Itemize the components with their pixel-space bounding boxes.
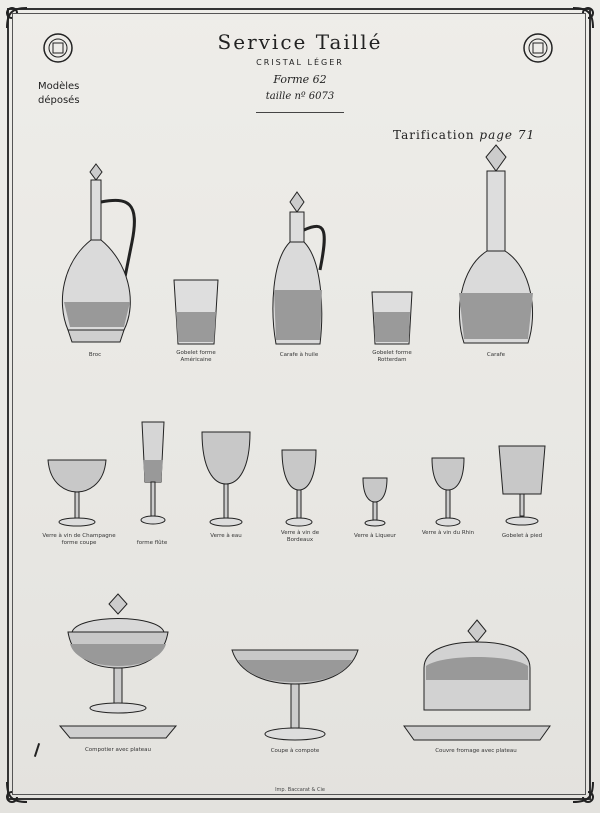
verre-liqueur-illustration — [361, 476, 389, 528]
models-note: Modèles déposés — [38, 81, 80, 106]
gobelet-rotterdam-illustration — [371, 290, 413, 346]
caption-carafe-huile: Carafe à huile — [279, 352, 319, 358]
broc-illustration — [58, 162, 142, 346]
caption-champagne-flute: forme flûte — [136, 540, 168, 546]
caption-verre-rhin: Verre à vin du Rhin — [421, 530, 475, 536]
caption-verre-liqueur: Verre à Liqueur — [354, 533, 396, 539]
page-subtitle: CRISTAL LÉGER — [256, 58, 344, 67]
printer-imprint: Imp. Baccarat & Cie — [275, 787, 325, 793]
corner-ornament-icon — [4, 5, 30, 31]
caption-couvre-fromage: Couvre fromage avec plateau — [435, 748, 517, 754]
verre-champagne-illustration — [46, 458, 108, 528]
caption-coupe: Coupe à compote — [270, 748, 320, 754]
taille-label: taille nº 6073 — [265, 91, 335, 102]
corner-ornament-icon — [570, 5, 596, 31]
verre-rhin-illustration — [430, 456, 466, 528]
caption-verre-champagne: Verre à vin de Champagne forme coupe — [42, 533, 116, 546]
caption-gobelet-rotterdam: Gobelet forme Rotterdam — [372, 350, 412, 363]
compotier-illustration — [58, 592, 178, 740]
tarification-page: page 71 — [479, 128, 536, 142]
title-divider — [256, 112, 344, 113]
caption-gobelet-pied: Gobelet à pied — [501, 533, 543, 539]
gobelet-americaine-illustration — [173, 278, 219, 346]
caption-gobelet-americaine: Gobelet forme Américaine — [176, 350, 216, 363]
gobelet-pied-illustration — [497, 444, 547, 528]
page-title: Service Taillé — [217, 30, 383, 54]
verre-bordeaux-illustration — [280, 448, 318, 528]
coupe-illustration — [230, 646, 360, 742]
caption-compotier: Compotier avec plateau — [84, 747, 152, 753]
caption-broc: Broc — [88, 352, 102, 358]
carafe-huile-illustration — [270, 190, 328, 346]
verre-eau-illustration — [200, 430, 252, 528]
tarification-text: Tarification — [393, 128, 475, 142]
couvre-fromage-illustration — [402, 618, 552, 744]
forme-label: Forme 62 — [273, 73, 327, 86]
caption-verre-bordeaux: Verre à vin de Bordeaux — [280, 530, 320, 543]
tarification-label — [393, 128, 535, 142]
caption-verre-eau: Verre à eau — [210, 533, 242, 539]
champagne-flute-illustration — [138, 420, 168, 528]
caption-carafe: Carafe — [486, 352, 506, 358]
carafe-illustration — [456, 143, 536, 346]
